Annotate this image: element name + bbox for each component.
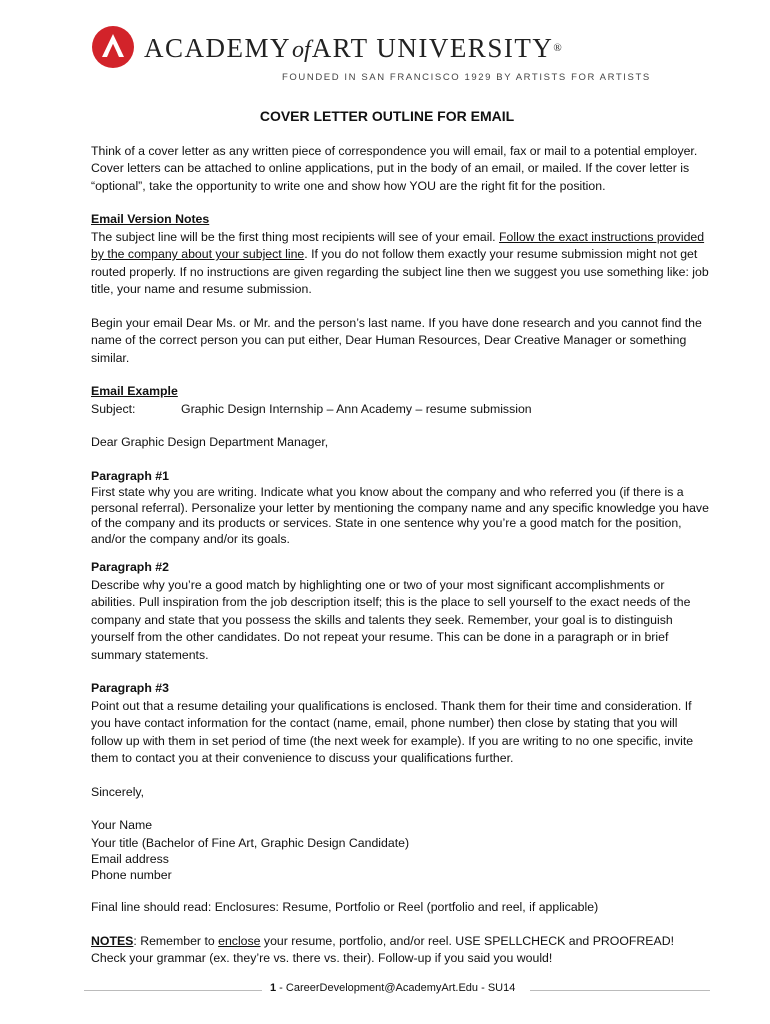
enclose-word: enclose: [218, 933, 261, 948]
paragraph-2-heading: Paragraph #2: [91, 560, 169, 574]
academy-logo-icon: [92, 26, 134, 68]
signature-title: Your title (Bachelor of Fine Art, Graphic Design Candidate): [91, 835, 410, 850]
email-notes-heading: Email Version Notes: [91, 212, 210, 226]
paragraph-3-text: Point out that a resume detailing your qualifications is enclosed. Thank them for their time and consideration. If you have contact information for the contact (name, email, phone number) then close by stating that you will follow up with them in set period of time (the next week for example). If you are writing to no one specific, invite them to contact you at their convenience to discuss your qualifications further.: [91, 698, 694, 765]
paragraph-2-text: Describe why you’re a good match by highlighting one or two of your most significant accomplishments or abilities. Pull inspiration from the job description itself; this is the place to sell yourself to the exact needs of the company and state that you possess the skills and talents they seek. Remember, your goal is to distinguish yourself from the other candidates. Do not repeat your resume. This can be done in a paragraph or in brief summary statements.: [91, 577, 691, 662]
example-salutation: Dear Graphic Design Department Manager,: [91, 435, 329, 449]
email-example-heading: Email Example: [91, 384, 178, 398]
page-footer: [84, 982, 710, 998]
document-body: [91, 108, 711, 968]
notes-paragraph: NOTES: Remember to enclose your resume, portfolio, and/or reel. USE SPELLCHECK and PROOFREAD!: [91, 933, 674, 948]
subject-label: Subject:: [91, 401, 136, 416]
signature-email: Email address: [91, 852, 169, 866]
tagline: FOUNDED IN SAN FRANCISCO 1929 BY ARTISTS FOR ARTISTS: [282, 72, 651, 83]
final-line-instruction: Final line should read: Enclosures: Resume, Portfolio or Reel (portfolio and reel, if applicable): [91, 900, 599, 914]
page-number: 1: [270, 982, 277, 994]
salutation-guidance-paragraph: Begin your email Dear Ms. or Mr. and the person’s last name. If you have done research and you cannot find the name of the correct person you can put either, Dear Human Resources, Dear Creative Manager or something similar.: [91, 315, 702, 365]
paragraph-1-text: First state why you are writing. Indicate what you know about the company and who referred you (if there is a personal referral). Personalize your letter by mentioning the company name and any specific knowledge you have of the company and its products or services. State in one sentence why you’re a good match for the position, and/or the company and/or its goals.: [91, 485, 709, 546]
footer-rule-left: [84, 990, 262, 991]
footer-contact: - CareerDevelopment@AcademyArt.Edu - SU14: [276, 982, 516, 994]
subject-line-instruction: Follow the exact instructions provided by the company about your subject line: [91, 229, 705, 261]
paragraph-3-heading: Paragraph #3: [91, 681, 169, 695]
notes-label: NOTES: [91, 933, 134, 948]
notes-second-line: Check your grammar (ex. they’re vs. there vs. their). Follow-up if you said you would!: [91, 951, 553, 965]
paragraph-1-heading: Paragraph #1: [91, 468, 169, 483]
letterhead: [92, 26, 651, 88]
signature-phone: Phone number: [91, 867, 172, 882]
email-notes-paragraph: The subject line will be the first thing most recipients will see of your email. Follow the exact instructions provided by the company about your subject line. If you do not follow them exactly your resume submission might not get routed properly. If no instructions are given regarding the subject line then we suggest you use something like: job title, your name and resume submission.: [91, 229, 709, 296]
footer-rule-right: [530, 990, 710, 991]
document-title: COVER LETTER OUTLINE FOR EMAIL: [259, 108, 515, 124]
footer-text: [270, 982, 515, 994]
intro-paragraph: Think of a cover letter as any written piece of correspondence you will email, fax or mail to a potential employer. Cover letters can be attached to online applications, put in the body of an email, or mailed. If the cover letter is “optional”, take the opportunity to write one and show how YOU are the right fit for the position.: [91, 143, 698, 193]
subject-value: Graphic Design Internship – Ann Academy – resume submission: [181, 401, 532, 416]
signature-name: Your Name: [91, 818, 153, 832]
subject-row: [91, 401, 711, 419]
university-name: ACADEMYofART UNIVERSITY®: [144, 33, 562, 63]
closing: Sincerely,: [91, 784, 145, 799]
